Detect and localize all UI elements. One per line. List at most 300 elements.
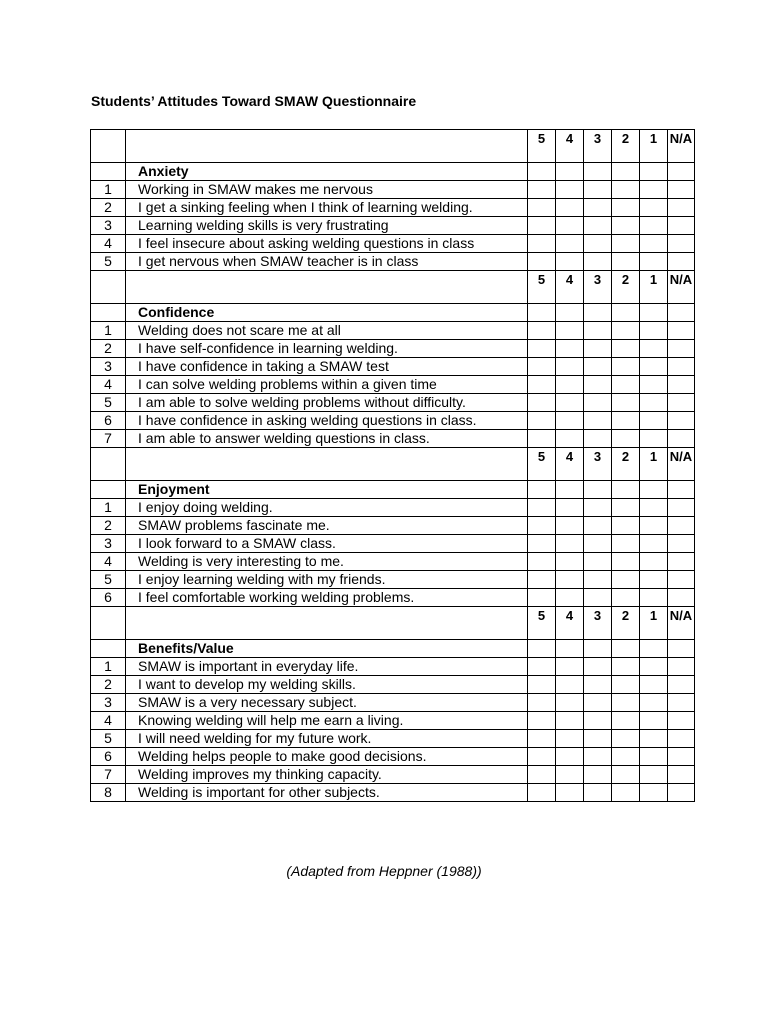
rating-cell-1[interactable] [640, 499, 668, 517]
rating-cell-5[interactable] [528, 589, 556, 607]
rating-cell-na[interactable] [668, 748, 695, 766]
rating-cell-3[interactable] [584, 784, 612, 802]
item-number: 2 [91, 676, 126, 694]
rating-cell-5[interactable] [528, 571, 556, 589]
scale-header-row [91, 607, 695, 640]
empty-cell [612, 163, 640, 181]
empty-cell [612, 640, 640, 658]
rating-cell-1[interactable] [640, 412, 668, 430]
scale-header-na: N/A [668, 271, 695, 304]
item-number: 2 [91, 199, 126, 217]
rating-cell-2[interactable] [612, 589, 640, 607]
rating-cell-2[interactable] [612, 658, 640, 676]
rating-cell-5[interactable] [528, 430, 556, 448]
rating-cell-3[interactable] [584, 589, 612, 607]
item-number: 4 [91, 376, 126, 394]
rating-cell-4[interactable] [556, 658, 584, 676]
rating-cell-5[interactable] [528, 358, 556, 376]
rating-cell-na[interactable] [668, 322, 695, 340]
item-statement: I get a sinking feeling when I think of learning welding. [126, 199, 528, 217]
rating-cell-na[interactable] [668, 376, 695, 394]
empty-cell [126, 271, 528, 304]
item-number: 4 [91, 235, 126, 253]
rating-cell-na[interactable] [668, 730, 695, 748]
rating-cell-na[interactable] [668, 394, 695, 412]
rating-cell-2[interactable] [612, 784, 640, 802]
rating-cell-1[interactable] [640, 253, 668, 271]
rating-cell-5[interactable] [528, 235, 556, 253]
rating-cell-3[interactable] [584, 181, 612, 199]
rating-cell-1[interactable] [640, 535, 668, 553]
empty-cell [91, 130, 126, 163]
rating-cell-4[interactable] [556, 412, 584, 430]
item-number: 4 [91, 712, 126, 730]
rating-cell-4[interactable] [556, 553, 584, 571]
rating-cell-2[interactable] [612, 253, 640, 271]
scale-header-na: N/A [668, 448, 695, 481]
rating-cell-4[interactable] [556, 235, 584, 253]
rating-cell-1[interactable] [640, 748, 668, 766]
rating-cell-na[interactable] [668, 199, 695, 217]
rating-cell-na[interactable] [668, 676, 695, 694]
rating-cell-1[interactable] [640, 217, 668, 235]
item-statement: I have confidence in asking welding questions in class. [126, 412, 528, 430]
scale-header-4: 4 [556, 271, 584, 304]
rating-cell-5[interactable] [528, 535, 556, 553]
section-heading-row [91, 481, 695, 499]
rating-cell-2[interactable] [612, 730, 640, 748]
rating-cell-1[interactable] [640, 694, 668, 712]
rating-cell-na[interactable] [668, 358, 695, 376]
scale-header-5: 5 [528, 271, 556, 304]
item-number: 4 [91, 553, 126, 571]
item-number: 5 [91, 571, 126, 589]
rating-cell-1[interactable] [640, 553, 668, 571]
empty-cell [612, 481, 640, 499]
table-row [91, 712, 695, 730]
item-statement: SMAW is a very necessary subject. [126, 694, 528, 712]
rating-cell-1[interactable] [640, 571, 668, 589]
rating-cell-2[interactable] [612, 766, 640, 784]
empty-cell [668, 163, 695, 181]
scale-header-3: 3 [584, 607, 612, 640]
empty-cell [668, 304, 695, 322]
rating-cell-1[interactable] [640, 658, 668, 676]
item-statement: I am able to answer welding questions in class. [126, 430, 528, 448]
scale-header-row [91, 448, 695, 481]
rating-cell-5[interactable] [528, 412, 556, 430]
scale-header-1: 1 [640, 607, 668, 640]
document-title: Students’ Attitudes Toward SMAW Questionnaire [91, 93, 417, 109]
table-row [91, 430, 695, 448]
empty-cell [556, 304, 584, 322]
rating-cell-1[interactable] [640, 340, 668, 358]
section-heading: Enjoyment [126, 481, 528, 499]
table-row [91, 235, 695, 253]
scale-header-na: N/A [668, 130, 695, 163]
table-row [91, 358, 695, 376]
empty-cell [556, 640, 584, 658]
questionnaire-table [90, 129, 695, 802]
item-statement: Welding is very interesting to me. [126, 553, 528, 571]
table-row [91, 553, 695, 571]
rating-cell-5[interactable] [528, 499, 556, 517]
rating-cell-2[interactable] [612, 322, 640, 340]
rating-cell-4[interactable] [556, 730, 584, 748]
rating-cell-3[interactable] [584, 430, 612, 448]
item-statement: Welding improves my thinking capacity. [126, 766, 528, 784]
rating-cell-5[interactable] [528, 766, 556, 784]
scale-header-4: 4 [556, 130, 584, 163]
scale-header-2: 2 [612, 607, 640, 640]
rating-cell-2[interactable] [612, 181, 640, 199]
rating-cell-2[interactable] [612, 358, 640, 376]
scale-header-4: 4 [556, 448, 584, 481]
rating-cell-5[interactable] [528, 784, 556, 802]
rating-cell-2[interactable] [612, 394, 640, 412]
rating-cell-4[interactable] [556, 358, 584, 376]
rating-cell-5[interactable] [528, 181, 556, 199]
section-heading: Benefits/Value [126, 640, 528, 658]
table-row [91, 253, 695, 271]
table-row [91, 676, 695, 694]
empty-cell [612, 304, 640, 322]
scale-header-5: 5 [528, 130, 556, 163]
rating-cell-2[interactable] [612, 517, 640, 535]
rating-cell-na[interactable] [668, 412, 695, 430]
rating-cell-na[interactable] [668, 694, 695, 712]
rating-cell-2[interactable] [612, 694, 640, 712]
rating-cell-na[interactable] [668, 535, 695, 553]
rating-cell-2[interactable] [612, 430, 640, 448]
rating-cell-na[interactable] [668, 340, 695, 358]
item-statement: I want to develop my welding skills. [126, 676, 528, 694]
empty-cell [584, 640, 612, 658]
item-statement: I feel insecure about asking welding questions in class [126, 235, 528, 253]
rating-cell-5[interactable] [528, 322, 556, 340]
rating-cell-1[interactable] [640, 430, 668, 448]
rating-cell-1[interactable] [640, 394, 668, 412]
item-number: 1 [91, 181, 126, 199]
table-row [91, 499, 695, 517]
item-number: 6 [91, 748, 126, 766]
empty-cell [91, 481, 126, 499]
table-row [91, 658, 695, 676]
rating-cell-2[interactable] [612, 553, 640, 571]
empty-cell [91, 304, 126, 322]
empty-cell [91, 271, 126, 304]
rating-cell-3[interactable] [584, 694, 612, 712]
section-heading-row [91, 304, 695, 322]
empty-cell [528, 481, 556, 499]
table-row [91, 589, 695, 607]
table-row [91, 748, 695, 766]
empty-cell [556, 481, 584, 499]
empty-cell [91, 163, 126, 181]
empty-cell [584, 481, 612, 499]
rating-cell-5[interactable] [528, 217, 556, 235]
rating-cell-1[interactable] [640, 766, 668, 784]
rating-cell-1[interactable] [640, 358, 668, 376]
rating-cell-3[interactable] [584, 340, 612, 358]
rating-cell-1[interactable] [640, 322, 668, 340]
item-number: 1 [91, 658, 126, 676]
scale-header-na: N/A [668, 607, 695, 640]
table-row [91, 784, 695, 802]
rating-cell-2[interactable] [612, 676, 640, 694]
table-row [91, 412, 695, 430]
rating-cell-1[interactable] [640, 676, 668, 694]
table-row [91, 181, 695, 199]
rating-cell-3[interactable] [584, 358, 612, 376]
item-number: 1 [91, 499, 126, 517]
empty-cell [91, 607, 126, 640]
item-statement: SMAW is important in everyday life. [126, 658, 528, 676]
rating-cell-na[interactable] [668, 712, 695, 730]
item-number: 2 [91, 340, 126, 358]
rating-cell-4[interactable] [556, 253, 584, 271]
rating-cell-5[interactable] [528, 394, 556, 412]
item-number: 7 [91, 766, 126, 784]
rating-cell-1[interactable] [640, 199, 668, 217]
table-row [91, 340, 695, 358]
rating-cell-3[interactable] [584, 766, 612, 784]
empty-cell [640, 481, 668, 499]
rating-cell-2[interactable] [612, 235, 640, 253]
rating-cell-na[interactable] [668, 235, 695, 253]
rating-cell-2[interactable] [612, 499, 640, 517]
rating-cell-4[interactable] [556, 199, 584, 217]
source-citation: (Adapted from Heppner (1988)) [286, 863, 482, 879]
rating-cell-4[interactable] [556, 394, 584, 412]
item-number: 5 [91, 730, 126, 748]
rating-cell-3[interactable] [584, 658, 612, 676]
rating-cell-2[interactable] [612, 748, 640, 766]
rating-cell-5[interactable] [528, 712, 556, 730]
item-statement: Welding is important for other subjects. [126, 784, 528, 802]
item-number: 2 [91, 517, 126, 535]
scale-header-2: 2 [612, 448, 640, 481]
rating-cell-4[interactable] [556, 748, 584, 766]
rating-cell-2[interactable] [612, 412, 640, 430]
table-row [91, 199, 695, 217]
rating-cell-2[interactable] [612, 376, 640, 394]
rating-cell-5[interactable] [528, 748, 556, 766]
rating-cell-3[interactable] [584, 676, 612, 694]
rating-cell-5[interactable] [528, 694, 556, 712]
item-statement: Learning welding skills is very frustrating [126, 217, 528, 235]
rating-cell-4[interactable] [556, 694, 584, 712]
item-statement: Working in SMAW makes me nervous [126, 181, 528, 199]
item-number: 8 [91, 784, 126, 802]
scale-header-2: 2 [612, 130, 640, 163]
rating-cell-2[interactable] [612, 340, 640, 358]
empty-cell [640, 304, 668, 322]
item-number: 7 [91, 430, 126, 448]
item-statement: I enjoy learning welding with my friends. [126, 571, 528, 589]
rating-cell-3[interactable] [584, 712, 612, 730]
item-number: 3 [91, 535, 126, 553]
empty-cell [126, 130, 528, 163]
rating-cell-3[interactable] [584, 235, 612, 253]
rating-cell-5[interactable] [528, 553, 556, 571]
empty-cell [528, 304, 556, 322]
rating-cell-1[interactable] [640, 517, 668, 535]
item-statement: Welding helps people to make good decisions. [126, 748, 528, 766]
empty-cell [126, 607, 528, 640]
rating-cell-4[interactable] [556, 571, 584, 589]
item-number: 5 [91, 253, 126, 271]
rating-cell-4[interactable] [556, 322, 584, 340]
scale-header-5: 5 [528, 448, 556, 481]
rating-cell-5[interactable] [528, 658, 556, 676]
rating-cell-2[interactable] [612, 199, 640, 217]
item-statement: I can solve welding problems within a given time [126, 376, 528, 394]
rating-cell-3[interactable] [584, 553, 612, 571]
rating-cell-4[interactable] [556, 517, 584, 535]
rating-cell-1[interactable] [640, 730, 668, 748]
table-row [91, 394, 695, 412]
rating-cell-5[interactable] [528, 730, 556, 748]
rating-cell-5[interactable] [528, 376, 556, 394]
rating-cell-3[interactable] [584, 199, 612, 217]
rating-cell-3[interactable] [584, 217, 612, 235]
rating-cell-4[interactable] [556, 784, 584, 802]
empty-cell [640, 640, 668, 658]
section-heading: Anxiety [126, 163, 528, 181]
rating-cell-1[interactable] [640, 376, 668, 394]
rating-cell-3[interactable] [584, 748, 612, 766]
rating-cell-na[interactable] [668, 430, 695, 448]
item-statement: I have self-confidence in learning welding. [126, 340, 528, 358]
empty-cell [668, 640, 695, 658]
item-number: 1 [91, 322, 126, 340]
rating-cell-5[interactable] [528, 676, 556, 694]
table-row [91, 571, 695, 589]
rating-cell-3[interactable] [584, 571, 612, 589]
item-statement: Welding does not scare me at all [126, 322, 528, 340]
empty-cell [91, 640, 126, 658]
empty-cell [528, 163, 556, 181]
item-number: 3 [91, 217, 126, 235]
scale-header-2: 2 [612, 271, 640, 304]
empty-cell [528, 640, 556, 658]
empty-cell [640, 163, 668, 181]
scale-header-3: 3 [584, 271, 612, 304]
section-heading-row [91, 163, 695, 181]
item-statement: Knowing welding will help me earn a living. [126, 712, 528, 730]
rating-cell-na[interactable] [668, 517, 695, 535]
section-heading-row [91, 640, 695, 658]
rating-cell-1[interactable] [640, 589, 668, 607]
item-statement: I have confidence in taking a SMAW test [126, 358, 528, 376]
scale-header-1: 1 [640, 448, 668, 481]
rating-cell-3[interactable] [584, 535, 612, 553]
rating-cell-4[interactable] [556, 181, 584, 199]
rating-cell-4[interactable] [556, 376, 584, 394]
rating-cell-4[interactable] [556, 217, 584, 235]
item-statement: I get nervous when SMAW teacher is in class [126, 253, 528, 271]
rating-cell-3[interactable] [584, 253, 612, 271]
rating-cell-4[interactable] [556, 340, 584, 358]
rating-cell-3[interactable] [584, 322, 612, 340]
rating-cell-5[interactable] [528, 253, 556, 271]
rating-cell-1[interactable] [640, 784, 668, 802]
rating-cell-na[interactable] [668, 253, 695, 271]
rating-cell-2[interactable] [612, 535, 640, 553]
rating-cell-1[interactable] [640, 235, 668, 253]
rating-cell-2[interactable] [612, 712, 640, 730]
scale-header-row [91, 271, 695, 304]
table-row [91, 766, 695, 784]
rating-cell-5[interactable] [528, 340, 556, 358]
item-number: 3 [91, 358, 126, 376]
section-heading: Confidence [126, 304, 528, 322]
rating-cell-na[interactable] [668, 553, 695, 571]
scale-header-3: 3 [584, 130, 612, 163]
empty-cell [126, 448, 528, 481]
rating-cell-3[interactable] [584, 412, 612, 430]
empty-cell [584, 163, 612, 181]
rating-cell-na[interactable] [668, 784, 695, 802]
item-number: 5 [91, 394, 126, 412]
item-statement: I enjoy doing welding. [126, 499, 528, 517]
table-row [91, 517, 695, 535]
table-row [91, 376, 695, 394]
rating-cell-na[interactable] [668, 217, 695, 235]
table-row [91, 535, 695, 553]
rating-cell-4[interactable] [556, 589, 584, 607]
rating-cell-5[interactable] [528, 199, 556, 217]
rating-cell-4[interactable] [556, 676, 584, 694]
rating-cell-3[interactable] [584, 499, 612, 517]
rating-cell-3[interactable] [584, 517, 612, 535]
rating-cell-na[interactable] [668, 181, 695, 199]
rating-cell-3[interactable] [584, 394, 612, 412]
rating-cell-4[interactable] [556, 712, 584, 730]
rating-cell-3[interactable] [584, 376, 612, 394]
scale-header-5: 5 [528, 607, 556, 640]
empty-cell [668, 481, 695, 499]
rating-cell-na[interactable] [668, 589, 695, 607]
rating-cell-na[interactable] [668, 499, 695, 517]
rating-cell-1[interactable] [640, 712, 668, 730]
table-row [91, 694, 695, 712]
rating-cell-na[interactable] [668, 766, 695, 784]
rating-cell-4[interactable] [556, 499, 584, 517]
rating-cell-5[interactable] [528, 517, 556, 535]
empty-cell [556, 163, 584, 181]
rating-cell-3[interactable] [584, 730, 612, 748]
scale-header-4: 4 [556, 607, 584, 640]
scale-header-1: 1 [640, 271, 668, 304]
scale-header-3: 3 [584, 448, 612, 481]
rating-cell-na[interactable] [668, 571, 695, 589]
table-row [91, 730, 695, 748]
rating-cell-na[interactable] [668, 658, 695, 676]
rating-cell-2[interactable] [612, 217, 640, 235]
rating-cell-2[interactable] [612, 571, 640, 589]
rating-cell-4[interactable] [556, 430, 584, 448]
rating-cell-1[interactable] [640, 181, 668, 199]
item-number: 6 [91, 589, 126, 607]
item-statement: I will need welding for my future work. [126, 730, 528, 748]
rating-cell-4[interactable] [556, 535, 584, 553]
item-number: 3 [91, 694, 126, 712]
rating-cell-4[interactable] [556, 766, 584, 784]
item-statement: I feel comfortable working welding problems. [126, 589, 528, 607]
item-number: 6 [91, 412, 126, 430]
